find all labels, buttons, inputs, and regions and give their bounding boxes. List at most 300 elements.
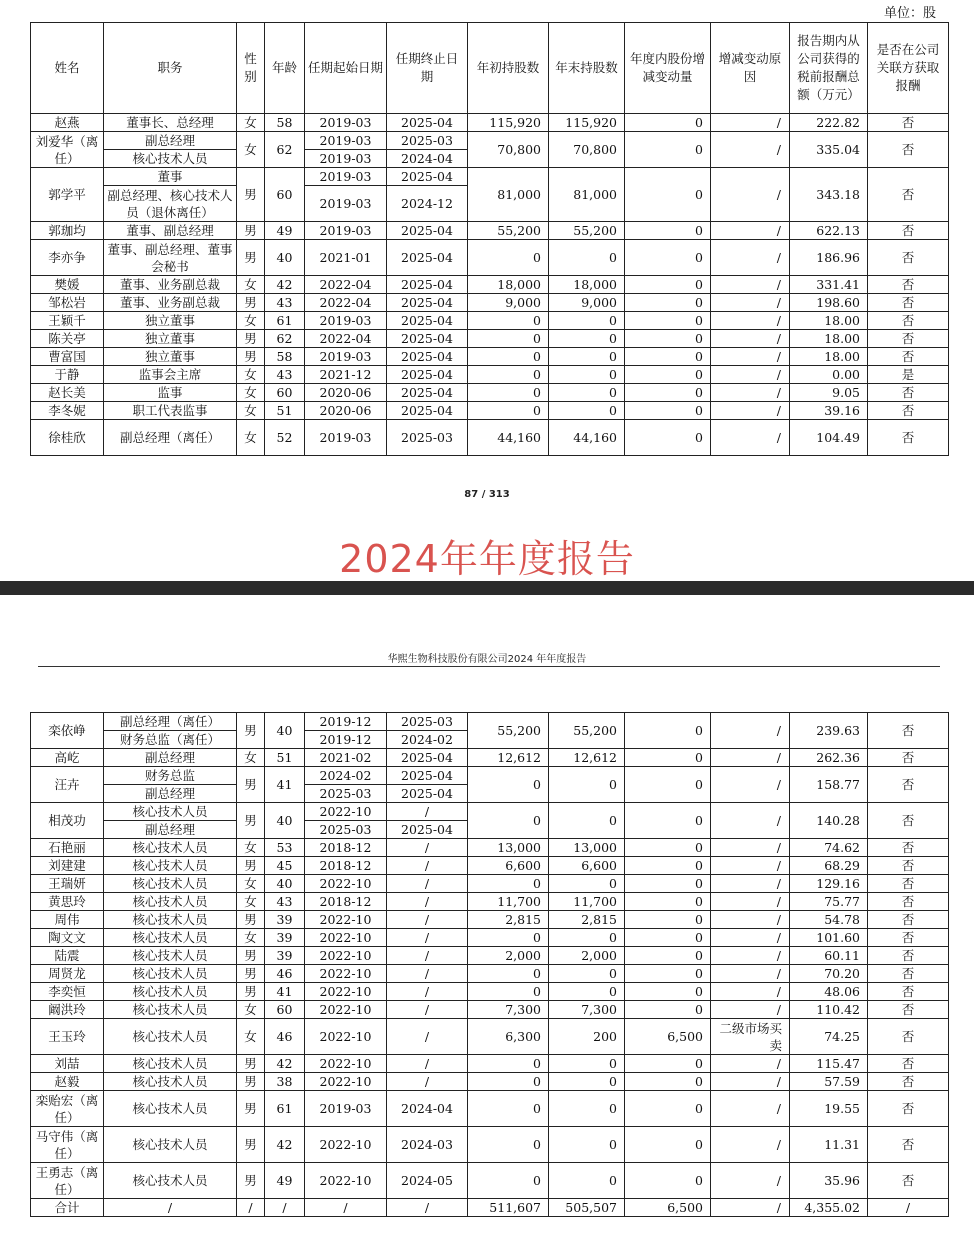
term-start: 2019-03 xyxy=(305,168,387,186)
gender: 男 xyxy=(237,294,265,312)
share-change: 0 xyxy=(625,857,711,875)
term-start: / xyxy=(305,1199,387,1217)
person-name: 刘建建 xyxy=(31,857,104,875)
term-end: 2024-05 xyxy=(387,1163,468,1199)
term-start: 2019-12 xyxy=(305,731,387,749)
shares-end: 13,000 xyxy=(549,839,625,857)
related-party-pay: 否 xyxy=(868,803,949,839)
age: 40 xyxy=(265,875,305,893)
age: 42 xyxy=(265,1055,305,1073)
age: 58 xyxy=(265,348,305,366)
shares-end: 200 xyxy=(549,1019,625,1055)
shares-begin: 0 xyxy=(468,312,549,330)
age: 41 xyxy=(265,983,305,1001)
table-row xyxy=(31,1091,949,1127)
term-end: / xyxy=(387,839,468,857)
term-end: / xyxy=(387,1055,468,1073)
term-end: 2025-04 xyxy=(387,402,468,420)
term-end: 2024-04 xyxy=(387,150,468,168)
age: 39 xyxy=(265,911,305,929)
age: 49 xyxy=(265,222,305,240)
term-end: 2025-04 xyxy=(387,168,468,186)
term-end: 2025-03 xyxy=(387,713,468,731)
related-party-pay: 否 xyxy=(868,402,949,420)
position-title: 财务总监（离任） xyxy=(104,731,237,749)
change-reason: / xyxy=(711,983,790,1001)
gender: 男 xyxy=(237,222,265,240)
shares-begin: 12,612 xyxy=(468,749,549,767)
related-party-pay: 否 xyxy=(868,1091,949,1127)
pre-tax-pay: 101.60 xyxy=(790,929,868,947)
table-row xyxy=(31,348,949,366)
age: 40 xyxy=(265,713,305,749)
age: 45 xyxy=(265,857,305,875)
shares-begin: 81,000 xyxy=(468,168,549,222)
share-change: 0 xyxy=(625,114,711,132)
term-end: 2025-04 xyxy=(387,222,468,240)
column-header: 任期起始日期 xyxy=(305,23,387,114)
share-change: 0 xyxy=(625,1055,711,1073)
related-party-pay: 否 xyxy=(868,947,949,965)
term-end: 2025-03 xyxy=(387,420,468,456)
shares-end: 0 xyxy=(549,240,625,276)
term-end: / xyxy=(387,1001,468,1019)
term-end: / xyxy=(387,1019,468,1055)
related-party-pay: 是 xyxy=(868,366,949,384)
pre-tax-pay: 262.36 xyxy=(790,749,868,767)
related-party-pay: 否 xyxy=(868,294,949,312)
pre-tax-pay: 74.25 xyxy=(790,1019,868,1055)
change-reason: / xyxy=(711,857,790,875)
shares-begin: 9,000 xyxy=(468,294,549,312)
share-change: 0 xyxy=(625,168,711,222)
column-header: 职务 xyxy=(104,23,237,114)
position-title: 职工代表监事 xyxy=(104,402,237,420)
related-party-pay: 否 xyxy=(868,1127,949,1163)
share-change: 0 xyxy=(625,947,711,965)
person-name: 王玉玲 xyxy=(31,1019,104,1055)
shares-begin: 0 xyxy=(468,1073,549,1091)
term-start: 2022-10 xyxy=(305,1001,387,1019)
person-name: 王瑞妍 xyxy=(31,875,104,893)
term-end: 2025-04 xyxy=(387,785,468,803)
share-change: 0 xyxy=(625,767,711,803)
person-name: 周伟 xyxy=(31,911,104,929)
gender: 男 xyxy=(237,1127,265,1163)
term-end: 2024-03 xyxy=(387,1127,468,1163)
gender: 女 xyxy=(237,875,265,893)
gender: 女 xyxy=(237,384,265,402)
term-start: 2022-10 xyxy=(305,803,387,821)
related-party-pay: 否 xyxy=(868,1163,949,1199)
age: 62 xyxy=(265,132,305,168)
share-change: 0 xyxy=(625,330,711,348)
position-title: 财务总监 xyxy=(104,767,237,785)
pre-tax-pay: 104.49 xyxy=(790,420,868,456)
person-name: 王勇志（离任） xyxy=(31,1163,104,1199)
term-start: 2021-12 xyxy=(305,366,387,384)
age: 41 xyxy=(265,767,305,803)
shares-begin: 6,600 xyxy=(468,857,549,875)
column-header: 是否在公司关联方获取报酬 xyxy=(868,23,949,114)
share-change: 0 xyxy=(625,402,711,420)
change-reason: / xyxy=(711,1091,790,1127)
position-title: 董事 xyxy=(104,168,237,186)
person-name: 郭学平 xyxy=(31,168,104,222)
table-row xyxy=(31,132,949,150)
position-title: 核心技术人员 xyxy=(104,983,237,1001)
position-title: 核心技术人员 xyxy=(104,857,237,875)
pre-tax-pay: 110.42 xyxy=(790,1001,868,1019)
share-change: 0 xyxy=(625,749,711,767)
shares-begin: 55,200 xyxy=(468,713,549,749)
gender: 男 xyxy=(237,168,265,222)
change-reason: / xyxy=(711,348,790,366)
term-start: 2022-10 xyxy=(305,1055,387,1073)
term-start: 2025-03 xyxy=(305,821,387,839)
running-header: 华熙生物科技股份有限公司2024 年年度报告 xyxy=(387,654,587,665)
shares-end: 0 xyxy=(549,312,625,330)
table-row xyxy=(31,1019,949,1055)
term-end: / xyxy=(387,1199,468,1217)
share-change: 0 xyxy=(625,875,711,893)
page-number: 87 / 313 xyxy=(464,489,510,500)
person-name: 汪卉 xyxy=(31,767,104,803)
shares-begin: 0 xyxy=(468,929,549,947)
shares-begin: 70,800 xyxy=(468,132,549,168)
table-row xyxy=(31,983,949,1001)
related-party-pay: 否 xyxy=(868,767,949,803)
table-row xyxy=(31,114,949,132)
pre-tax-pay: 39.16 xyxy=(790,402,868,420)
pre-tax-pay: 622.13 xyxy=(790,222,868,240)
change-reason: / xyxy=(711,330,790,348)
person-name: 曹富国 xyxy=(31,348,104,366)
age: 49 xyxy=(265,1163,305,1199)
term-end: 2024-02 xyxy=(387,731,468,749)
related-party-pay: 否 xyxy=(868,420,949,456)
related-party-pay: 否 xyxy=(868,857,949,875)
shares-begin: 7,300 xyxy=(468,1001,549,1019)
shares-end: 44,160 xyxy=(549,420,625,456)
shares-end: 12,612 xyxy=(549,749,625,767)
shares-end: 0 xyxy=(549,1055,625,1073)
change-reason: / xyxy=(711,366,790,384)
pre-tax-pay: 343.18 xyxy=(790,168,868,222)
change-reason: / xyxy=(711,240,790,276)
table-row xyxy=(31,911,949,929)
related-party-pay: 否 xyxy=(868,893,949,911)
age: 60 xyxy=(265,168,305,222)
position-title: 董事、副总经理、董事会秘书 xyxy=(104,240,237,276)
related-party-pay: / xyxy=(868,1199,949,1217)
term-end: 2025-04 xyxy=(387,294,468,312)
column-header: 增减变动原因 xyxy=(711,23,790,114)
related-party-pay: 否 xyxy=(868,132,949,168)
shareholding-table-bottom xyxy=(30,712,949,1217)
age: 38 xyxy=(265,1073,305,1091)
related-party-pay: 否 xyxy=(868,1055,949,1073)
position-title: 核心技术人员 xyxy=(104,803,237,821)
position-title: 核心技术人员 xyxy=(104,1019,237,1055)
term-end: / xyxy=(387,1073,468,1091)
term-end: 2025-04 xyxy=(387,767,468,785)
position-title: 董事、业务副总裁 xyxy=(104,294,237,312)
shares-end: 2,000 xyxy=(549,947,625,965)
shares-begin: 0 xyxy=(468,384,549,402)
pre-tax-pay: 222.82 xyxy=(790,114,868,132)
shares-end: 0 xyxy=(549,767,625,803)
gender: 男 xyxy=(237,983,265,1001)
term-start: 2019-03 xyxy=(305,150,387,168)
term-end: 2024-04 xyxy=(387,1091,468,1127)
shares-begin: 0 xyxy=(468,1163,549,1199)
share-change: 0 xyxy=(625,366,711,384)
term-end: 2025-03 xyxy=(387,132,468,150)
position-title: 副总经理 xyxy=(104,749,237,767)
report-watermark-banner: 2024年年度报告 xyxy=(339,537,635,581)
term-start: 2018-12 xyxy=(305,893,387,911)
pre-tax-pay: 331.41 xyxy=(790,276,868,294)
age: 46 xyxy=(265,965,305,983)
pre-tax-pay: 70.20 xyxy=(790,965,868,983)
shares-begin: 0 xyxy=(468,1055,549,1073)
table-row xyxy=(31,168,949,186)
shares-end: 2,815 xyxy=(549,911,625,929)
gender: 男 xyxy=(237,1073,265,1091)
table-row xyxy=(31,1055,949,1073)
shares-begin: 0 xyxy=(468,1127,549,1163)
term-end: / xyxy=(387,803,468,821)
change-reason: / xyxy=(711,132,790,168)
age: 43 xyxy=(265,366,305,384)
share-change: 0 xyxy=(625,1001,711,1019)
term-start: 2021-02 xyxy=(305,749,387,767)
term-start: 2022-10 xyxy=(305,947,387,965)
table-row xyxy=(31,384,949,402)
position-title: 监事 xyxy=(104,384,237,402)
age: 62 xyxy=(265,330,305,348)
person-name: 周贤龙 xyxy=(31,965,104,983)
change-reason: / xyxy=(711,1199,790,1217)
shares-begin: 0 xyxy=(468,348,549,366)
gender: 男 xyxy=(237,767,265,803)
table-row xyxy=(31,749,949,767)
age: 61 xyxy=(265,312,305,330)
position-title: / xyxy=(104,1199,237,1217)
shares-end: 7,300 xyxy=(549,1001,625,1019)
shares-end: 0 xyxy=(549,384,625,402)
shares-end: 0 xyxy=(549,1127,625,1163)
column-header: 姓名 xyxy=(31,23,104,114)
gender: 男 xyxy=(237,1091,265,1127)
table-row xyxy=(31,947,949,965)
share-change: 0 xyxy=(625,312,711,330)
age: 58 xyxy=(265,114,305,132)
table-row xyxy=(31,312,949,330)
gender: 女 xyxy=(237,839,265,857)
related-party-pay: 否 xyxy=(868,875,949,893)
pre-tax-pay: 57.59 xyxy=(790,1073,868,1091)
position-title: 副总经理（离任） xyxy=(104,713,237,731)
position-title: 董事、业务副总裁 xyxy=(104,276,237,294)
shares-begin: 11,700 xyxy=(468,893,549,911)
pre-tax-pay: 140.28 xyxy=(790,803,868,839)
table-row xyxy=(31,767,949,785)
related-party-pay: 否 xyxy=(868,384,949,402)
shares-end: 0 xyxy=(549,965,625,983)
column-header: 年末持股数 xyxy=(549,23,625,114)
shares-end: 0 xyxy=(549,929,625,947)
term-start: 2021-01 xyxy=(305,240,387,276)
related-party-pay: 否 xyxy=(868,330,949,348)
table-row xyxy=(31,857,949,875)
position-title: 董事、副总经理 xyxy=(104,222,237,240)
shares-begin: 0 xyxy=(468,402,549,420)
shares-end: 0 xyxy=(549,1163,625,1199)
pre-tax-pay: 186.96 xyxy=(790,240,868,276)
column-header: 性别 xyxy=(237,23,265,114)
term-start: 2019-03 xyxy=(305,186,387,222)
pre-tax-pay: 75.77 xyxy=(790,893,868,911)
table-row xyxy=(31,330,949,348)
table-row xyxy=(31,1001,949,1019)
related-party-pay: 否 xyxy=(868,1073,949,1091)
shares-end: 0 xyxy=(549,1073,625,1091)
term-start: 2019-03 xyxy=(305,312,387,330)
shares-end: 9,000 xyxy=(549,294,625,312)
change-reason: / xyxy=(711,749,790,767)
person-name: 阚洪玲 xyxy=(31,1001,104,1019)
gender: 女 xyxy=(237,114,265,132)
table-row xyxy=(31,839,949,857)
term-start: 2022-10 xyxy=(305,1127,387,1163)
related-party-pay: 否 xyxy=(868,114,949,132)
related-party-pay: 否 xyxy=(868,929,949,947)
change-reason: / xyxy=(711,384,790,402)
table-row xyxy=(31,965,949,983)
shares-end: 0 xyxy=(549,875,625,893)
term-start: 2019-03 xyxy=(305,1091,387,1127)
gender: 男 xyxy=(237,1163,265,1199)
table-row xyxy=(31,875,949,893)
shares-begin: 0 xyxy=(468,1091,549,1127)
pre-tax-pay: 48.06 xyxy=(790,983,868,1001)
term-end: / xyxy=(387,893,468,911)
person-name: 栾依峥 xyxy=(31,713,104,749)
pre-tax-pay: 9.05 xyxy=(790,384,868,402)
person-name: 栾贻宏（离任） xyxy=(31,1091,104,1127)
related-party-pay: 否 xyxy=(868,1019,949,1055)
position-title: 核心技术人员 xyxy=(104,875,237,893)
shares-end: 11,700 xyxy=(549,893,625,911)
age: 60 xyxy=(265,384,305,402)
table-header-row xyxy=(31,23,949,114)
term-start: 2020-06 xyxy=(305,384,387,402)
change-reason: / xyxy=(711,222,790,240)
related-party-pay: 否 xyxy=(868,312,949,330)
shares-end: 0 xyxy=(549,348,625,366)
share-change-total: 6,500 xyxy=(625,1199,711,1217)
term-end: 2025-04 xyxy=(387,821,468,839)
person-name: 王颖千 xyxy=(31,312,104,330)
pre-tax-pay: 54.78 xyxy=(790,911,868,929)
person-name: 刘喆 xyxy=(31,1055,104,1073)
change-reason: / xyxy=(711,294,790,312)
pre-tax-pay: 35.96 xyxy=(790,1163,868,1199)
table-row xyxy=(31,294,949,312)
gender: 女 xyxy=(237,420,265,456)
shares-begin: 0 xyxy=(468,965,549,983)
person-name: 郭珈均 xyxy=(31,222,104,240)
shares-begin-total: 511,607 xyxy=(468,1199,549,1217)
term-end: / xyxy=(387,875,468,893)
share-change: 0 xyxy=(625,893,711,911)
age: / xyxy=(265,1199,305,1217)
shares-end: 70,800 xyxy=(549,132,625,168)
person-name: 李亦争 xyxy=(31,240,104,276)
gender: 男 xyxy=(237,330,265,348)
change-reason: / xyxy=(711,1127,790,1163)
shareholding-table-top xyxy=(30,22,949,456)
change-reason: / xyxy=(711,713,790,749)
share-change: 0 xyxy=(625,911,711,929)
person-name: 赵长美 xyxy=(31,384,104,402)
gender: 男 xyxy=(237,965,265,983)
table-row xyxy=(31,402,949,420)
shares-end: 6,600 xyxy=(549,857,625,875)
position-title: 董事长、总经理 xyxy=(104,114,237,132)
table-row xyxy=(31,1163,949,1199)
term-start: 2022-10 xyxy=(305,911,387,929)
table-row xyxy=(31,929,949,947)
shares-end: 0 xyxy=(549,330,625,348)
gender: 男 xyxy=(237,857,265,875)
age: 53 xyxy=(265,839,305,857)
shares-end: 0 xyxy=(549,402,625,420)
person-name: 刘爱华（离任） xyxy=(31,132,104,168)
unit-label: 单位：股 xyxy=(884,6,937,21)
position-title: 核心技术人员 xyxy=(104,150,237,168)
position-title: 独立董事 xyxy=(104,330,237,348)
change-reason: / xyxy=(711,1055,790,1073)
share-change: 0 xyxy=(625,965,711,983)
age: 39 xyxy=(265,929,305,947)
position-title: 核心技术人员 xyxy=(104,893,237,911)
change-reason: / xyxy=(711,312,790,330)
person-name: 樊媛 xyxy=(31,276,104,294)
share-change: 0 xyxy=(625,1127,711,1163)
shares-begin: 0 xyxy=(468,240,549,276)
person-name: 石艳丽 xyxy=(31,839,104,857)
shares-end: 55,200 xyxy=(549,713,625,749)
table-row xyxy=(31,420,949,456)
change-reason: / xyxy=(711,929,790,947)
gender: 女 xyxy=(237,402,265,420)
gender: 男 xyxy=(237,240,265,276)
pre-tax-pay: 60.11 xyxy=(790,947,868,965)
share-change: 0 xyxy=(625,929,711,947)
shares-end: 81,000 xyxy=(549,168,625,222)
pre-tax-pay: 198.60 xyxy=(790,294,868,312)
shares-begin: 13,000 xyxy=(468,839,549,857)
pre-tax-pay: 11.31 xyxy=(790,1127,868,1163)
term-end: / xyxy=(387,911,468,929)
gender: 女 xyxy=(237,276,265,294)
person-name: 赵燕 xyxy=(31,114,104,132)
share-change: 0 xyxy=(625,348,711,366)
term-start: 2019-03 xyxy=(305,132,387,150)
